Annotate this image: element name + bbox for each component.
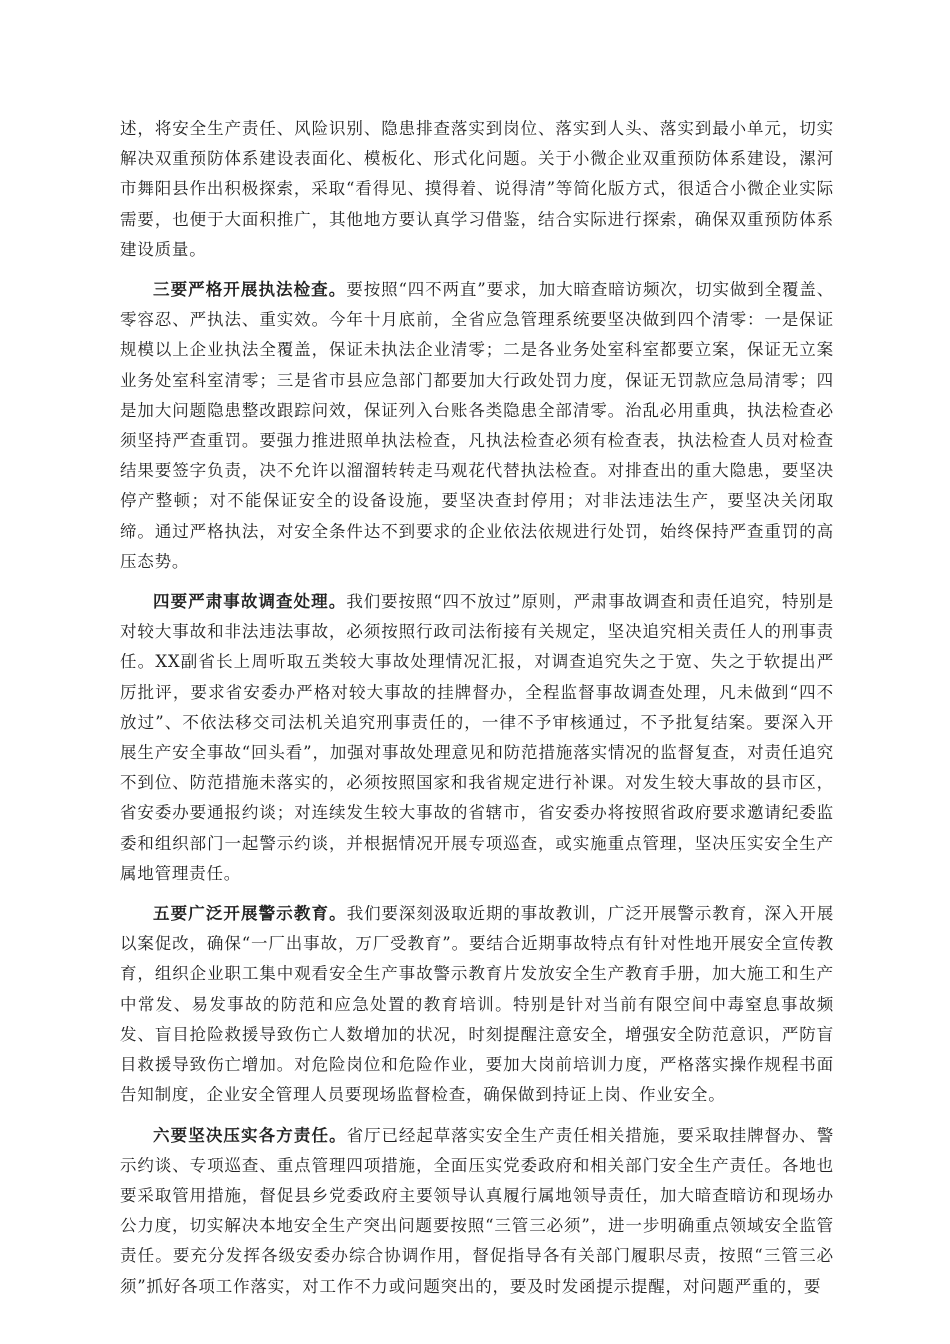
paragraph-heading: 三要严格开展执法检查。 <box>153 280 347 300</box>
paragraph-accident-investigation <box>120 587 834 889</box>
paragraph-text: 要按照“四不两直”要求，加大暗查暗访频次，切实做到全覆盖、零容忍、严执法、重实效。今年十月底前，全省应急管理系统要坚决做到四个清零：一是保证规模以上企业执法全覆盖，保证未执法企业清零；二是各业务处室科室都要立案，保证无立案业务处室科室清零；三是省市县应急部门都要加大行政处罚力度，保证无罚款应急局清零；四是加大问题隐患整改跟踪问效，保证列入台账各类隐患全部清零。治乱必用重典，执法检查必须坚持严查重罚。要强力推进照单执法检查，凡执法检查必须有检查表，执法检查人员对检查结果要签字负责，决不允许以溜溜转转走马观花代替执法检查。对排查出的重大隐患，要坚决停产整顿；对不能保证安全的设备设施，要坚决查封停用；对非法违法生产，要坚决关闭取缔。通过严格执法，对安全条件达不到要求的企业依法依规进行处罚，始终保持严查重罚的高压态势。 <box>120 280 834 571</box>
paragraph-text: 省厅已经起草落实安全生产责任相关措施，要采取挂牌督办、警示约谈、专项巡查、重点管理四项措施，全面压实党委政府和相关部门安全生产责任。各地也要采取管用措施，督促县乡党委政府主要领导认真履行属地领导责任，加大暗查暗访和现场办公力度，切实解决本地安全生产突出问题要按照“三管三必须”，进一步明确重点领域安全监管责任。要充分发挥各级安委办综合协调作用，督促指导各有关部门履职尽责，按照“三管三必须”抓好各项工作落实，对工作不力或问题突出的，要及时发函提示提醒，对问题严重的，要 <box>120 1125 834 1296</box>
document-page <box>120 114 834 1312</box>
paragraph-responsibility <box>120 1121 834 1302</box>
paragraph-heading: 四要严肃事故调查处理。 <box>153 592 347 612</box>
paragraph-law-enforcement <box>120 275 834 577</box>
paragraph-heading: 五要广泛开展警示教育。 <box>153 904 347 924</box>
paragraph-heading: 六要坚决压实各方责任。 <box>153 1125 347 1145</box>
paragraph-warning-education <box>120 899 834 1110</box>
paragraph-text: 我们要按照“四不放过”原则，严肃事故调查和责任追究，特别是对较大事故和非法违法事故，必须按照行政司法衔接有关规定，坚决追究相关责任人的刑事责任。XX副省长上周听取五类较大事故处理情况汇报，对调查追究失之于宽、失之于软提出严厉批评，要求省安委办严格对较大事故的挂牌督办，全程监督事故调查处理，凡未做到“四不放过”、不依法移交司法机关追究刑事责任的，一律不予审核通过，不予批复结案。要深入开展生产安全事故“回头看”，加强对事故处理意见和防范措施落实情况的监督复查，对责任追究不到位、防范措施未落实的，必须按照国家和我省规定进行补课。对发生较大事故的县市区，省安委办要通报约谈；对连续发生较大事故的省辖市，省安委办将按照省政府要求邀请纪委监委和组织部门一起警示约谈，并根据情况开展专项巡查，或实施重点管理，坚决压实安全生产属地管理责任。 <box>120 592 834 883</box>
paragraph-continued <box>120 114 834 265</box>
paragraph-text: 我们要深刻汲取近期的事故教训，广泛开展警示教育，深入开展以案促改，确保“一厂出事故，万厂受教育”。要结合近期事故特点有针对性地开展安全宣传教育，组织企业职工集中观看安全生产事故警示教育片发放安全生产教育手册，加大施工和生产中常发、易发事故的防范和应急处置的教育培训。特别是针对当前有限空间中毒窒息事故频发、盲目抢险救援导致伤亡人数增加的状况，时刻提醒注意安全，增强安全防范意识，严防盲目救援导致伤亡增加。对危险岗位和危险作业，要加大岗前培训力度，严格落实操作规程书面告知制度，企业安全管理人员要现场监督检查，确保做到持证上岗、作业安全。 <box>120 904 834 1105</box>
paragraph-text: 述，将安全生产责任、风险识别、隐患排查落实到岗位、落实到人头、落实到最小单元，切实解决双重预防体系建设表面化、模板化、形式化问题。关于小微企业双重预防体系建设，漯河市舞阳县作出积极探索，采取“看得见、摸得着、说得清”等简化版方式，很适合小微企业实际需要，也便于大面积推广，其他地方要认真学习借鉴，结合实际进行探索，确保双重预防体系建设质量。 <box>120 119 834 259</box>
